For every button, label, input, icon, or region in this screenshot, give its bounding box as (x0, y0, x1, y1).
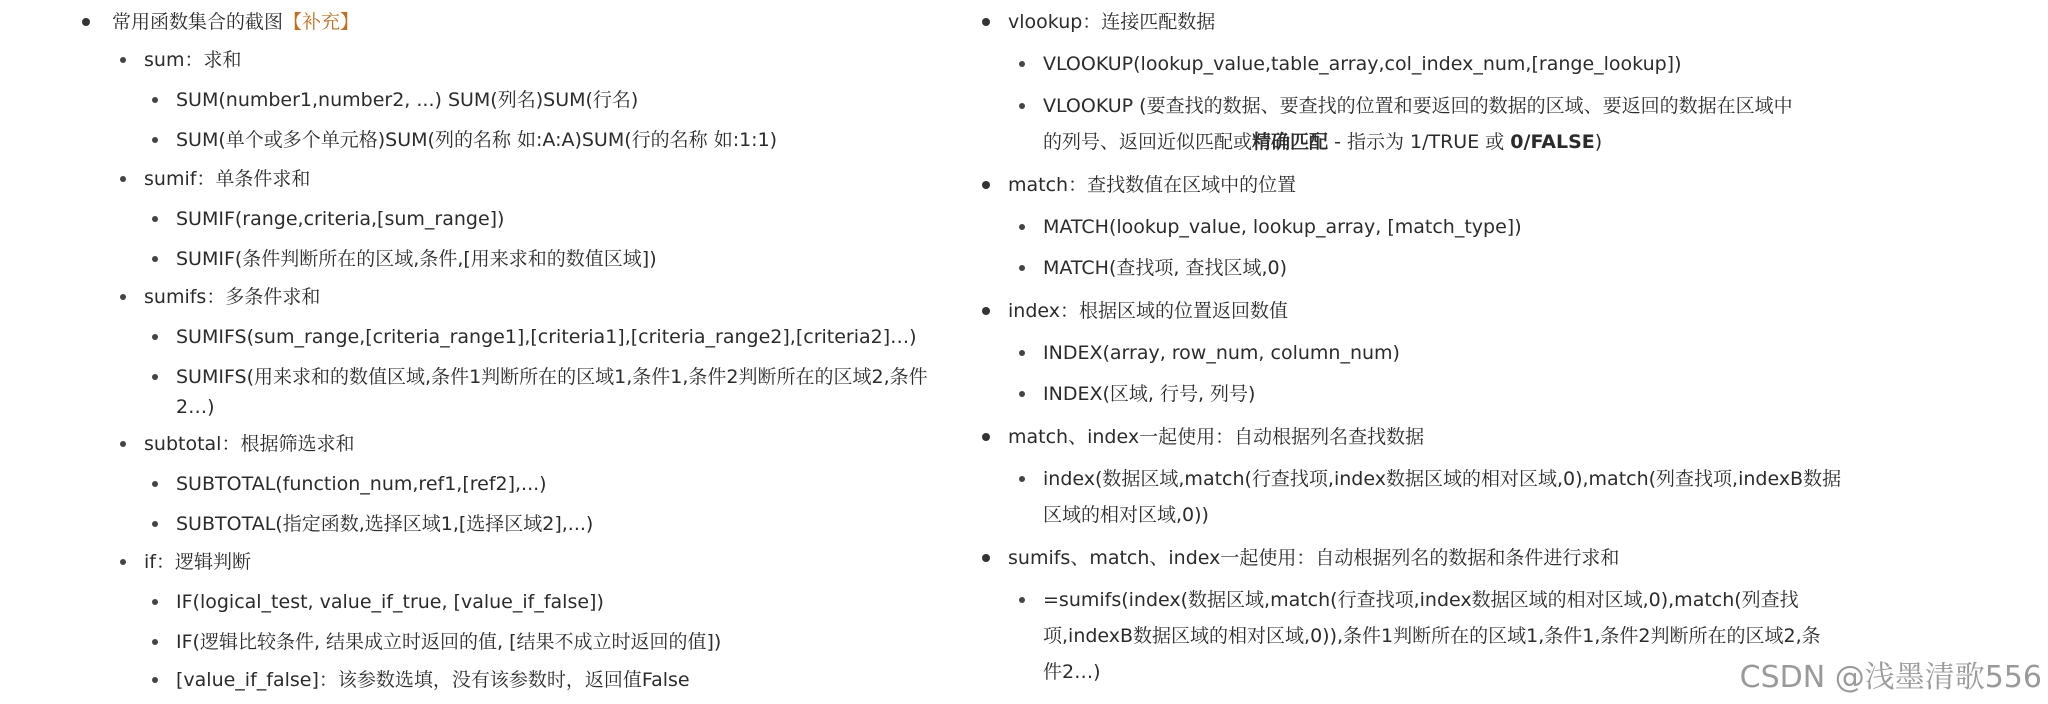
title-suffix: 【补充】 (283, 11, 360, 33)
list-item-subtotal (144, 432, 354, 456)
list-item-vlookup (1008, 10, 1215, 34)
list-item-sumif-2 (176, 247, 657, 271)
vlookup-syntax: VLOOKUP(lookup_value,table_array,col_index_num,[range_lookup]) (1043, 53, 1682, 75)
bullet-icon (120, 559, 126, 565)
bullet-icon (982, 181, 990, 189)
list-item-if-2 (176, 630, 721, 654)
subtotal-syntax: SUBTOTAL(function_num,ref1,[ref2],...) (176, 473, 547, 495)
sumifs-heading: sumifs：多条件求和 (144, 286, 321, 308)
bullet-icon (120, 441, 126, 447)
bullet-icon (1019, 597, 1025, 603)
list-item-sum-2 (176, 128, 777, 152)
bullet-icon (982, 433, 990, 441)
bullet-icon (120, 57, 126, 63)
sumifs-formula-line2: 项,indexB数据区域的相对区域,0)),条件1判断所在的区域1,条件1,条件2判断所在的区域2,条 (1043, 625, 1821, 647)
match-index-formula-line2: 区域的相对区域,0)) (1043, 504, 1209, 526)
list-item-vlookup-1 (1043, 52, 1682, 76)
vlookup-description-line2: 的列号、返回近似匹配或 (1043, 131, 1253, 153)
sumif-syntax: SUMIF(range,criteria,[sum_range]) (176, 208, 505, 230)
vlookup-description-line1: VLOOKUP (要查找的数据、要查找的位置和要返回的数据的区域、要返回的数据在区域中 (1043, 95, 1793, 117)
bullet-icon (1019, 103, 1025, 109)
vlookup-close-paren: ) (1594, 131, 1603, 153)
list-item-vlookup-2 (1043, 94, 1793, 118)
bullet-icon (152, 97, 158, 103)
sumifs-description-line1: SUMIFS(用来求和的数值区域,条件1判断所在的区域1,条件1,条件2判断所在的区域2,条件 (176, 366, 928, 388)
vlookup-heading: vlookup：连接匹配数据 (1008, 11, 1216, 33)
sumifs-match-index-heading: sumifs、match、index一起使用：自动根据列名的数据和条件进行求和 (1008, 547, 1620, 569)
sum-heading: sum：求和 (144, 49, 242, 71)
watermark: CSDN @浅墨清歌556 (1739, 660, 2042, 695)
bullet-icon (1019, 224, 1025, 230)
sum-description: SUM(单个或多个单元格)SUM(列的名称 如:A:A)SUM(行的名称 如:1:1) (176, 129, 778, 151)
list-item-index (1008, 299, 1288, 323)
bullet-icon (152, 216, 158, 222)
sumifs-formula-line1: =sumifs(index(数据区域,match(行查找项,index数据区域的相对区域,0),match(列查找 (1043, 589, 1799, 611)
match-index-heading: match、index一起使用：自动根据列名查找数据 (1008, 426, 1425, 448)
bullet-icon (82, 18, 90, 26)
bullet-icon (152, 374, 158, 380)
bullet-icon (152, 677, 158, 683)
bullet-icon (152, 137, 158, 143)
list-item-match-2 (1043, 256, 1287, 280)
match-syntax: MATCH(lookup_value, lookup_array, [match_type]) (1043, 216, 1522, 238)
bullet-icon (152, 334, 158, 340)
bullet-icon (152, 256, 158, 262)
list-item-sumifs-1 (176, 325, 917, 349)
if-heading: if：逻辑判断 (144, 551, 251, 573)
list-item-sum-1 (176, 88, 638, 112)
vlookup-false-value: 0/FALSE (1510, 131, 1595, 153)
list-item-title (112, 10, 359, 34)
list-item-match-1 (1043, 215, 1522, 239)
list-item-index-1 (1043, 341, 1400, 365)
match-index-formula-line1: index(数据区域,match(行查找项,index数据区域的相对区域,0),match(列查找项,indexB数据 (1043, 468, 1842, 490)
vlookup-exact-match: 精确匹配 (1252, 131, 1329, 153)
list-item-sumifs-match-index-1-cont (1043, 624, 1821, 648)
list-item-sumifs-2 (176, 365, 928, 389)
index-syntax: INDEX(array, row_num, column_num) (1043, 342, 1400, 364)
title-text: 常用函数集合的截图 (112, 11, 284, 33)
list-item-subtotal-1 (176, 472, 547, 496)
list-item-sumifs-match-index-1-cont2 (1043, 660, 1101, 684)
bullet-icon (120, 294, 126, 300)
sumifs-formula-line3: 件2…) (1043, 661, 1101, 683)
if-note: [value_if_false]：该参数选填，没有该参数时，返回值False (176, 669, 690, 691)
bullet-icon (982, 307, 990, 315)
list-item-match (1008, 173, 1296, 197)
bullet-icon (1019, 391, 1025, 397)
list-item-if (144, 550, 251, 574)
match-description: MATCH(查找项, 查找区域,0) (1043, 257, 1287, 279)
list-item-sumifs (144, 285, 320, 309)
bullet-icon (982, 554, 990, 562)
list-item-if-1 (176, 590, 604, 614)
list-item-index-2 (1043, 382, 1255, 406)
vlookup-indicator: - 指示为 1/TRUE 或 (1328, 131, 1511, 153)
sumif-heading: sumif：单条件求和 (144, 168, 311, 190)
index-description: INDEX(区域, 行号, 列号) (1043, 383, 1256, 405)
list-item-match-index-1 (1043, 467, 1841, 491)
sumifs-description-line2: 2…) (176, 396, 215, 418)
subtotal-heading: subtotal：根据筛选求和 (144, 433, 355, 455)
bullet-icon (1019, 476, 1025, 482)
list-item-sumif-1 (176, 207, 504, 231)
list-item-sum (144, 48, 241, 72)
list-item-vlookup-2-cont (1043, 130, 1602, 154)
list-item-match-index (1008, 425, 1424, 449)
sum-syntax: SUM(number1,number2, ...) SUM(列名)SUM(行名) (176, 89, 639, 111)
sumifs-syntax: SUMIFS(sum_range,[criteria_range1],[criteria1],[criteria_range2],[criteria2]…) (176, 326, 917, 348)
list-item-sumifs-2-cont (176, 395, 215, 419)
bullet-icon (152, 639, 158, 645)
bullet-icon (1019, 350, 1025, 356)
bullet-icon (1019, 265, 1025, 271)
list-item-sumifs-match-index-1 (1043, 588, 1799, 612)
bullet-icon (120, 176, 126, 182)
if-syntax: IF(logical_test, value_if_true, [value_if_false]) (176, 591, 604, 613)
bullet-icon (152, 599, 158, 605)
list-item-subtotal-2 (176, 512, 593, 536)
sumif-description: SUMIF(条件判断所在的区域,条件,[用来求和的数值区域]) (176, 248, 657, 270)
list-item-if-3 (176, 668, 690, 692)
subtotal-description: SUBTOTAL(指定函数,选择区域1,[选择区域2],...) (176, 513, 594, 535)
bullet-icon (982, 18, 990, 26)
list-item-match-index-1-cont (1043, 503, 1209, 527)
match-heading: match：查找数值在区域中的位置 (1008, 174, 1297, 196)
if-description: IF(逻辑比较条件, 结果成立时返回的值, [结果不成立时返回的值]) (176, 631, 722, 653)
bullet-icon (152, 481, 158, 487)
index-heading: index：根据区域的位置返回数值 (1008, 300, 1288, 322)
bullet-icon (1019, 61, 1025, 67)
list-item-sumif (144, 167, 310, 191)
list-item-sumifs-match-index (1008, 546, 1619, 570)
bullet-icon (152, 521, 158, 527)
